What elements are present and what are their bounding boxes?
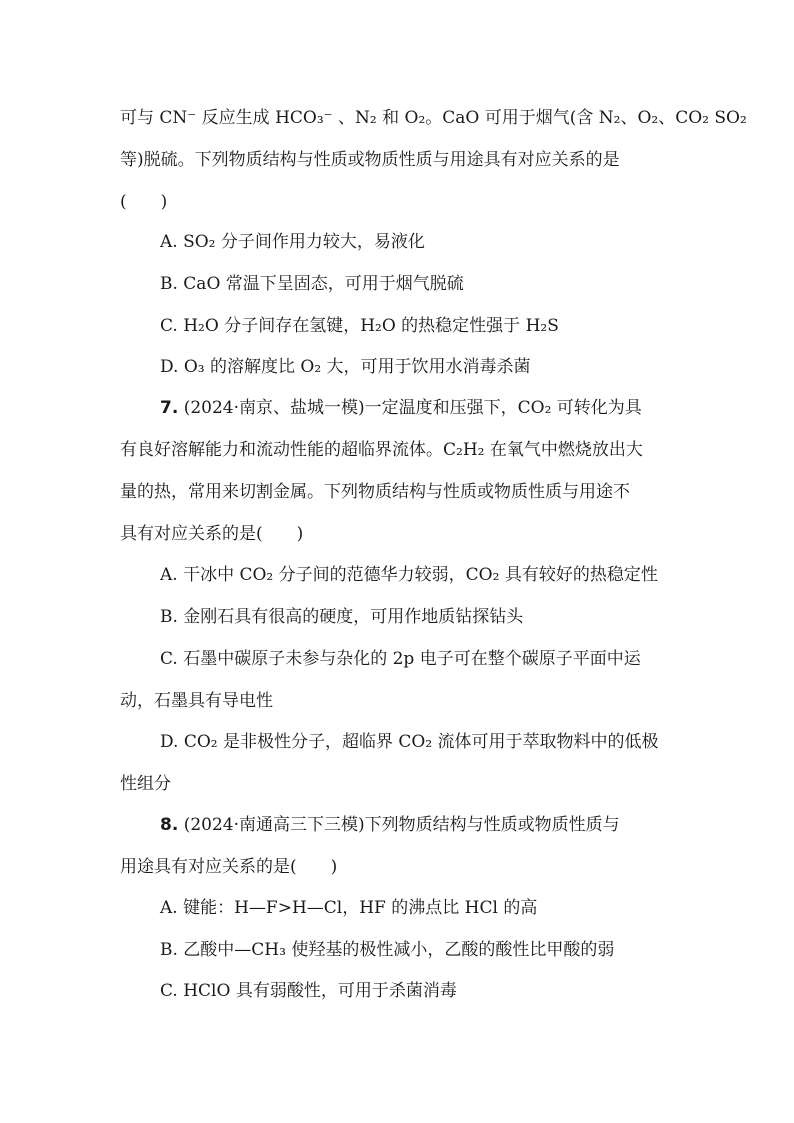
q8-option-c: C. HClO 具有弱酸性，可用于杀菌消毒 [160,981,457,1001]
q6-option-c: C. H₂O 分子间存在氢键，H₂O 的热稳定性强于 H₂S [160,316,559,336]
q7-line-1-text: (2024·南京、盐城一模)一定温度和压强下，CO₂ 可转化为具 [183,398,642,418]
q7-option-a: A. 干冰中 CO₂ 分子间的范德华力较弱，CO₂ 具有较好的热稳定性 [160,565,658,585]
q8-option-a: A. 键能：H—F>H—Cl，HF 的沸点比 HCl 的高 [160,898,538,918]
q7-line-2: 有良好溶解能力和流动性能的超临界流体。C₂H₂ 在氧气中燃烧放出大 [120,440,643,460]
q7-option-c-line-2: 动，石墨具有导电性 [120,691,273,711]
q7-number: 7. [160,398,179,418]
q8-line-1 [160,814,620,836]
q7-option-b: B. 金刚石具有很高的硬度，可用作地质钻探钻头 [160,607,524,627]
q7-option-d-line-1: D. CO₂ 是非极性分子，超临界 CO₂ 流体可用于萃取物料中的低极 [160,732,659,752]
q8-line-2: 用途具有对应关系的是( ) [120,857,338,877]
q8-number: 8. [160,815,179,835]
q6-option-b: B. CaO 常温下呈固态，可用于烟气脱硫 [160,274,464,294]
q6-line-1: 可与 CN⁻ 反应生成 HCO₃⁻ 、N₂ 和 O₂。CaO 可用于烟气(含 N₂、O₂、CO₂ SO₂ [120,108,747,128]
q6-line-2: 等)脱硫。下列物质结构与性质或物质性质与用途具有对应关系的是 [120,150,620,170]
q7-line-3: 量的热，常用来切割金属。下列物质结构与性质或物质性质与用途不 [120,482,630,502]
q7-line-4: 具有对应关系的是( ) [120,524,304,544]
q6-option-d: D. O₃ 的溶解度比 O₂ 大，可用于饮用水消毒杀菌 [160,357,531,377]
q6-option-a: A. SO₂ 分子间作用力较大，易液化 [160,232,425,252]
q8-option-b: B. 乙酸中—CH₃ 使羟基的极性减小，乙酸的酸性比甲酸的弱 [160,940,615,960]
q6-line-3: ( ) [120,192,168,212]
q7-line-1 [160,397,642,419]
q7-option-c-line-1: C. 石墨中碳原子未参与杂化的 2p 电子可在整个碳原子平面中运 [160,649,641,669]
q7-option-d-line-2: 性组分 [120,774,171,794]
q8-line-1-text: (2024·南通高三下三模)下列物质结构与性质或物质性质与 [183,815,620,835]
